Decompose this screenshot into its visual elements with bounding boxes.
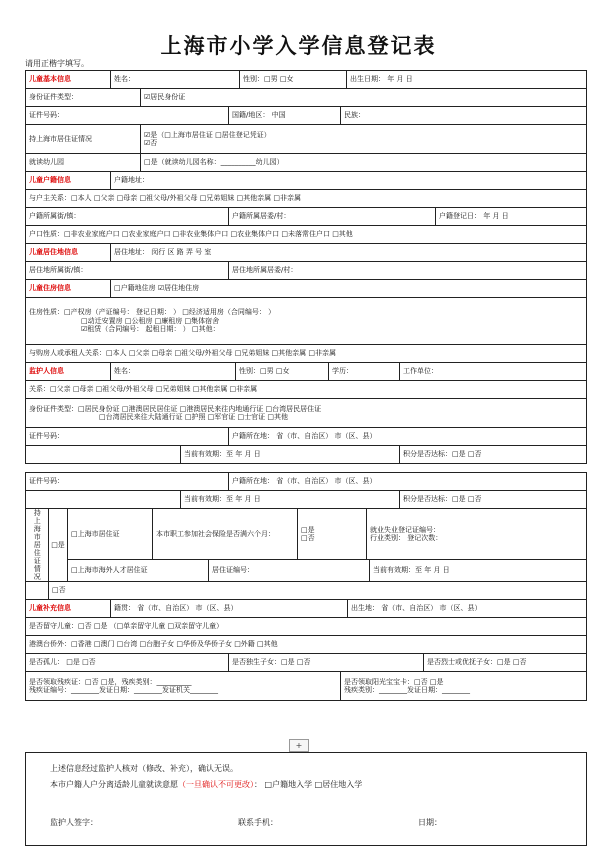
child-gender-field[interactable]: 性别：□男 □女 <box>240 71 347 88</box>
signature-field[interactable]: 监护人签字： <box>50 818 98 827</box>
section-hukou: 儿童户籍信息 <box>26 172 111 189</box>
hukou-regdate-field[interactable]: 户籍登记日： 年 月 日 <box>439 212 509 221</box>
housing-nature-line1[interactable]: 住房性质：□产权房（产证编号： 登记日期： ） □经济适用房（合同编号： ） <box>29 308 276 317</box>
housing-nature-line2[interactable]: □动迁安置房 □公租房 □廉租房 □集体宿舍 <box>81 316 220 325</box>
orphan-field[interactable]: 是否孤儿： □是 □否 <box>26 654 229 671</box>
guardian-residence-card[interactable]: □上海市居住证 <box>68 509 153 559</box>
guardian-residence-yes[interactable]: □是 <box>49 509 68 581</box>
martyr-field[interactable]: 是否烈士或优抚子女：□是 □否 <box>427 658 527 667</box>
child-idtype-value[interactable]: ☑居民身份证 <box>144 93 186 102</box>
child-idno-field[interactable]: 证件号码： <box>26 107 229 124</box>
hukou-relation-field[interactable]: 与户主关系：□本人 □父亲 □母亲 □祖父母/外祖父母 □兄弟姐妹 □其他亲属 □非亲属 <box>29 194 302 203</box>
guardian-talent-card[interactable]: □上海市海外人才居住证 <box>68 560 209 581</box>
guardian-gender-field[interactable]: 性别：□男 □女 <box>236 363 329 380</box>
intent-warning: （一旦确认不可更改） <box>178 780 254 789</box>
section-extra: 儿童补充信息 <box>26 600 111 617</box>
guardian2-valid-field[interactable]: 当前有效期：至 年 月 日 <box>181 491 400 508</box>
phone-field[interactable]: 联系手机： <box>238 818 278 827</box>
guardian-relation-field[interactable]: 关系：□父亲 □母亲 □祖父母/外祖父母 □兄弟姐妹 □其他亲属 □非亲属 <box>29 385 258 394</box>
guardian-work-field[interactable]: 工作单位： <box>403 367 438 376</box>
disabled-type-field[interactable]: 残疾类别：________发证日期：________ <box>344 686 470 694</box>
kindergarten-label: 就读幼儿园 <box>26 154 141 171</box>
hukou-addr-field[interactable]: 户籍地址： <box>114 176 149 185</box>
guardian-valid-field[interactable]: 当前有效期：至 年 月 日 <box>181 446 400 463</box>
overseas-field[interactable]: 港澳台侨外：□香港 □澳门 □台湾 □台胞子女 □华侨及华侨子女 □外籍 □其他 <box>29 640 278 649</box>
residence-no-option[interactable]: ☑否 <box>144 139 158 147</box>
add-plus-button[interactable]: + <box>289 739 309 752</box>
birthplace-field[interactable]: 出生地： 省（市、自治区） 市（区、县） <box>351 604 482 613</box>
section-living: 儿童居住地信息 <box>26 244 111 261</box>
guardian-residence-label: 持上海市居住证情况 <box>26 509 49 581</box>
guardian2-score-field[interactable]: 积分是否达标：□是 □否 <box>403 495 482 504</box>
child-ethnic-field[interactable]: 民族： <box>344 111 365 120</box>
housing-option-field[interactable]: □户籍地住房 ☑居住地住房 <box>114 284 200 293</box>
guardian-edu-field[interactable]: 学历： <box>329 363 400 380</box>
guardian-res-spacer <box>26 582 49 599</box>
section-guardian: 监护人信息 <box>26 363 111 380</box>
origin-field[interactable]: 籍贯： 省（市、自治区） 市（区、县） <box>111 600 348 617</box>
guardian2-blank-cell <box>26 491 181 508</box>
guardian2-idno-field[interactable]: 证件号码： <box>26 473 229 490</box>
guardian-name-field[interactable]: 姓名： <box>111 363 236 380</box>
guardian-hukou-field[interactable]: 户籍所在地： 省（市、自治区） 市（区、县） <box>232 432 377 441</box>
guardian-talent-no[interactable]: 居住证编号： <box>209 560 370 581</box>
intent-line <box>50 779 362 790</box>
section-child-basic: 儿童基本信息 <box>26 71 111 88</box>
guardian-idtype-line2[interactable]: □台湾居民来往大陆通行证 □护照 □军官证 □士官证 □其他 <box>99 413 288 421</box>
child-name-field[interactable]: 姓名： <box>111 71 240 88</box>
guardian-talent-valid[interactable]: 当前有效期：至 年 月 日 <box>373 566 450 575</box>
hukou-committee-field[interactable]: 户籍所属居委/村： <box>229 208 436 225</box>
employ-field[interactable]: 就业失业登记证编号： <box>370 525 440 534</box>
living-addr-field[interactable]: 居住地址： 闵行 区 路 弄 号 室 <box>114 248 212 257</box>
living-street-field[interactable]: 居住地所属街/镇： <box>26 262 229 279</box>
date-field[interactable]: 日期： <box>418 818 442 827</box>
child-nation-field[interactable]: 国籍/地区： 中国 <box>229 107 341 124</box>
residence-label: 持上海市居住证情况 <box>26 125 141 153</box>
guardian-residence-no[interactable]: □否 <box>52 586 66 595</box>
section-housing: 儿童住房信息 <box>26 280 111 297</box>
living-committee-field[interactable]: 居住地所属居委/村： <box>232 266 298 275</box>
intent-options[interactable]: ： □户籍地入学 □居住地入学 <box>254 780 363 789</box>
hukou-type-field[interactable]: 户口性质：□非农业家庭户口 □农业家庭户口 □非农业集体户口 □农业集体户口 □未落常住户口 □其他 <box>29 230 353 239</box>
confirmation-box <box>25 752 587 846</box>
sunshine-field[interactable]: 是否领取阳光宝宝卡：□否 □是 <box>344 677 444 686</box>
confirm-statement: 上述信息经过监护人核对（修改、补充），确认无误。 <box>50 764 238 773</box>
hukou-street-field[interactable]: 户籍所属街/镇： <box>26 208 229 225</box>
disabled-no-field[interactable]: 残疾证编号：________发证日期：________发证机关________ <box>29 686 218 694</box>
leftbehind-field[interactable]: 是否留守儿童：□否 □是 （□单亲留守儿童 □双亲留守儿童） <box>29 622 224 631</box>
child-birth-field[interactable]: 出生日期： 年 月 日 <box>350 75 413 84</box>
guardian-score-field[interactable]: 积分是否达标：□是 □否 <box>403 450 482 459</box>
single-child-field[interactable]: 是否独生子女：□是 □否 <box>229 654 424 671</box>
social-no-option[interactable]: □否 <box>301 534 315 542</box>
form-title: 上海市小学入学信息登记表 <box>160 34 437 58</box>
guardian-idtype-line1[interactable]: 身份证件类型：□居民身份证 □港澳居民居住证 □港澳居民来往内地通行证 □台湾居民居住证 <box>29 404 322 413</box>
child-idtype-label: 身份证件类型： <box>26 89 141 106</box>
guardian-social-label: 本市职工参加社会保险是否满六个月： <box>153 509 298 559</box>
social-yes-option[interactable]: □是 <box>301 525 315 534</box>
form-table <box>25 70 587 701</box>
fill-hint: 请用正楷字填写。 <box>25 59 89 68</box>
housing-nature-line3[interactable]: ☑租赁（合同编号： 起租日期： ） □其他： <box>81 325 220 334</box>
housing-relation-field[interactable]: 与购房人或承租人关系：□本人 □父亲 □母亲 □祖父母/外祖父母 □兄弟姐妹 □其他亲属 □非亲属 <box>29 349 337 358</box>
disabled-field[interactable]: 是否领取残疾证：□否 □是，残疾类别：__________ <box>29 677 192 686</box>
industry-field[interactable]: 行业类别： 登记次数： <box>370 534 443 542</box>
intent-label: 本市户籍人户分离适龄儿童就读意愿 <box>50 780 178 789</box>
guardian-blank-cell <box>26 446 181 463</box>
guardian-idno-field[interactable]: 证件号码： <box>26 428 229 445</box>
kindergarten-field[interactable]: □是（就读幼儿园名称：__________幼儿园） <box>144 158 284 167</box>
residence-yes-option[interactable]: ☑是（□上海市居住证 □居住登记凭证） <box>144 130 271 139</box>
guardian2-hukou-field[interactable]: 户籍所在地： 省（市、自治区） 市（区、县） <box>232 477 377 486</box>
